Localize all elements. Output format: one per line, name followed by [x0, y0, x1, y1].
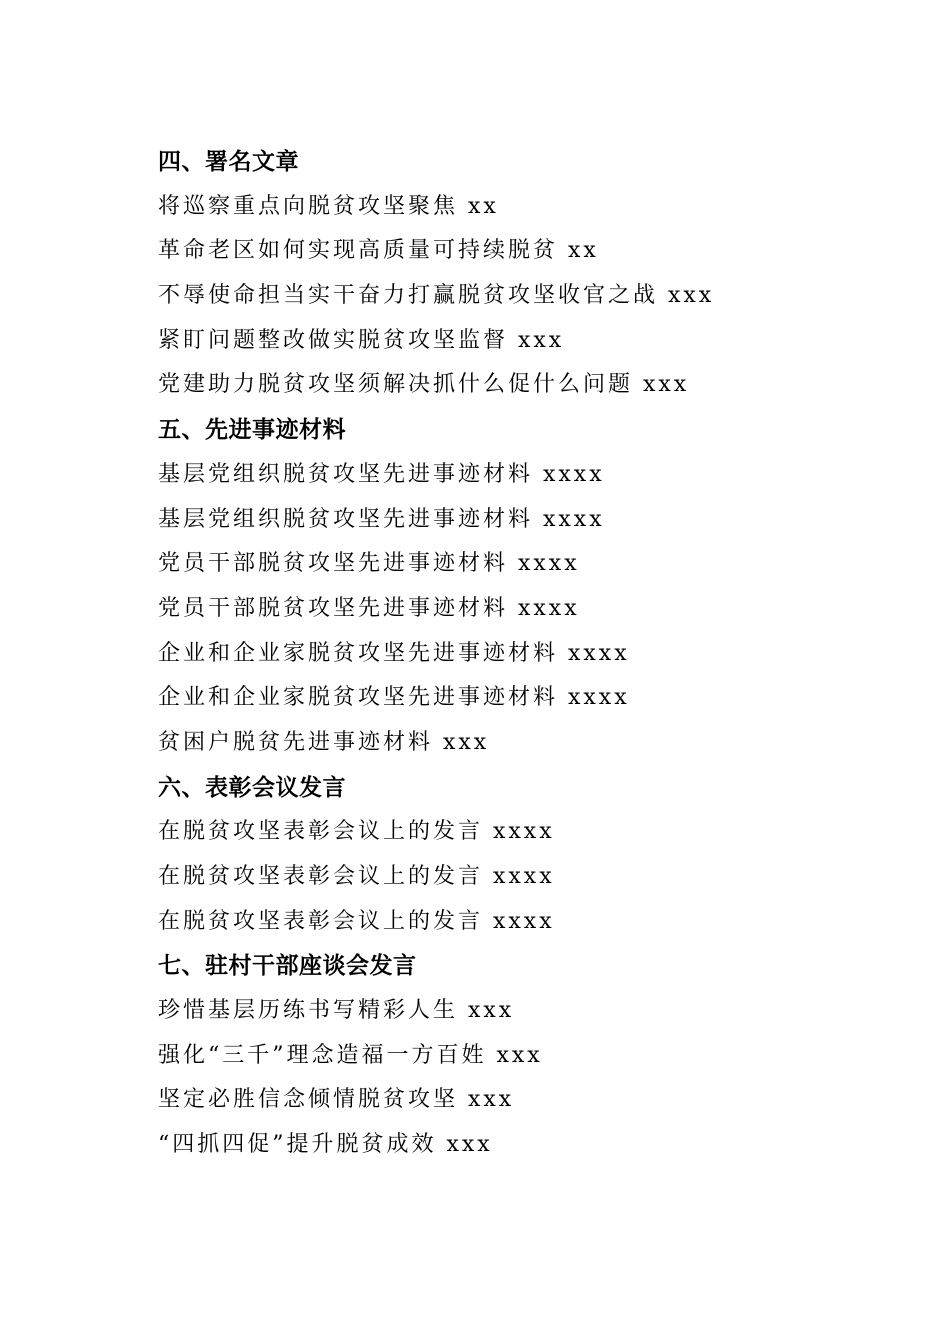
- section-heading: 五、先进事迹材料: [158, 417, 346, 444]
- list-item: 不辱使命担当实干奋力打赢脱贫攻坚收官之战 xxx: [158, 283, 715, 309]
- section-heading: 六、表彰会议发言: [158, 774, 346, 801]
- list-item: “四抓四促”提升脱贫成效 xxx: [158, 1132, 493, 1158]
- list-item: 在脱贫攻坚表彰会议上的发言 xxxx: [158, 908, 555, 934]
- document-body: [158, 140, 858, 1168]
- list-item: 紧盯问题整改做实脱贫攻坚监督 xxx: [158, 327, 565, 353]
- list-item: 强化“三千”理念造福一方百姓 xxx: [158, 1042, 543, 1068]
- list-item: 党员干部脱贫攻坚先进事迹材料 xxxx: [158, 551, 580, 577]
- list-item: 企业和企业家脱贫攻坚先进事迹材料 xxxx: [158, 640, 630, 666]
- section-signed-articles: [158, 140, 858, 408]
- list-item: 党建助力脱贫攻坚须解决抓什么促什么问题 xxx: [158, 372, 690, 398]
- section-commendation-speeches: [158, 766, 858, 945]
- section-village-cadre-speeches: [158, 944, 858, 1167]
- list-item: 坚定必胜信念倾情脱贫攻坚 xxx: [158, 1087, 515, 1113]
- list-item: 在脱贫攻坚表彰会议上的发言 xxxx: [158, 864, 555, 889]
- section-heading: 七、驻村干部座谈会发言: [158, 953, 417, 980]
- list-item: 贫困户脱贫先进事迹材料 xxx: [158, 729, 490, 755]
- list-item: 党员干部脱贫攻坚先进事迹材料 xxxx: [158, 595, 580, 621]
- section-advanced-deeds: [158, 408, 858, 766]
- list-item: 企业和企业家脱贫攻坚先进事迹材料 xxxx: [158, 685, 630, 711]
- list-item: 基层党组织脱贫攻坚先进事迹材料 xxxx: [158, 506, 605, 532]
- list-item: 珍惜基层历练书写精彩人生 xxx: [158, 998, 515, 1024]
- list-item: 在脱贫攻坚表彰会议上的发言 xxxx: [158, 819, 555, 845]
- list-item: 将巡察重点向脱贫攻坚聚焦 xx: [158, 193, 499, 219]
- list-item: 革命老区如何实现高质量可持续脱贫 xx: [158, 238, 599, 264]
- list-item: 基层党组织脱贫攻坚先进事迹材料 xxxx: [158, 461, 605, 487]
- section-heading: 四、署名文章: [158, 149, 299, 175]
